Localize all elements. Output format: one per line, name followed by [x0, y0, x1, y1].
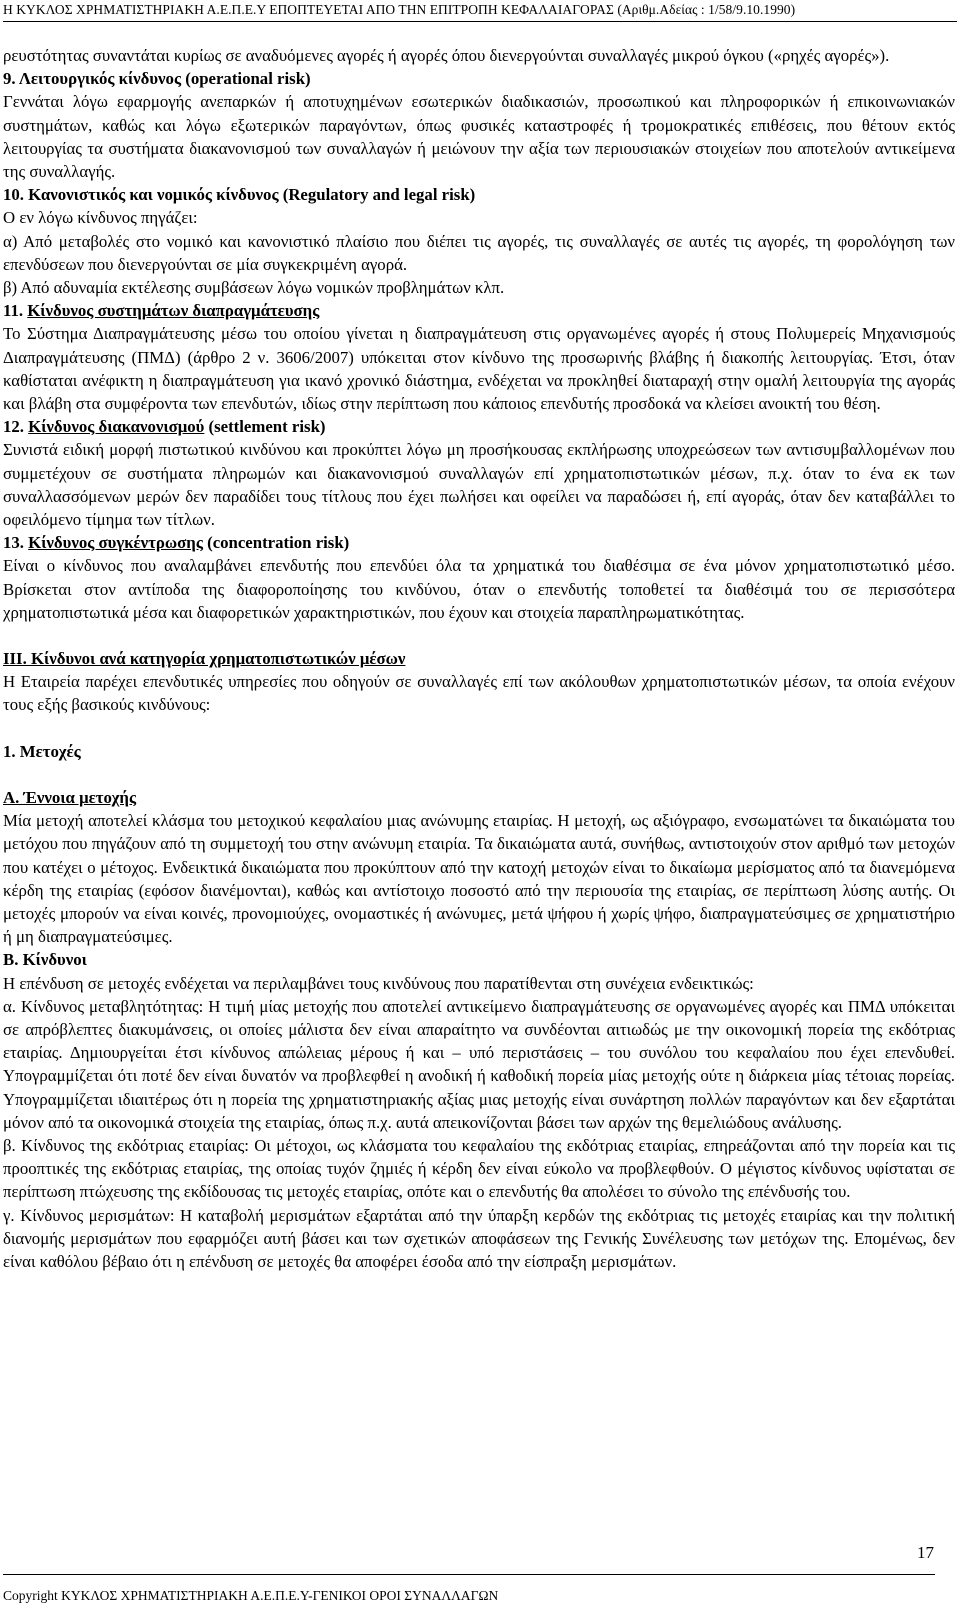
- section-9-title: 9. Λειτουργικός κίνδυνος (operational risk): [3, 69, 311, 89]
- page-footer: Copyright ΚΥΚΛΟΣ ΧΡΗΜΑΤΙΣΤΗΡΙΑΚΗ Α.Ε.Π.Ε.Υ-ΓΕΝΙΚΟΙ ΟΡΟΙ ΣΥΝΑΛΛΑΓΩΝ: [3, 1588, 499, 1603]
- section-iii-title: ΙΙΙ. Κίνδυνοι ανά κατηγορία χρηματοπιστωτικών μέσων: [3, 649, 406, 669]
- section-12-suffix: (settlement risk): [204, 417, 326, 437]
- stock-concept-text: Μία μετοχή αποτελεί κλάσμα του μετοχικού κεφαλαίου μιας ανώνυμης εταιρίας. Η μετοχή, ως αξιόγραφο, ενσωματώνει τα δικαιώματα του μετόχου που πηγάζουν από τη συμμετοχή του στην ανώνυμη εταιρία. Τα δικαιώματα αυτά, συνήθως, αντιστοιχούν στον αριθμό των μετοχών που κατέχει ο μέτοχος. Ενδεικτικά δικαιώματα που προκύπτουν από την κατοχή μετοχών είναι το δικαίωμα μερίσματος από τα διανεμόμενα κέρδη της εταιρίας (εφόσον διανέμονται), καθώς και αντίστοιχο ποσοστό από την περιουσία της εταιρίας, σε περίπτωση λύσης αυτής. Οι μετοχές μπορούν να είναι κοινές, προνομιούχες, ονομαστικές ή ανώνυμες, μετά ψήφου ή χωρίς ψήφο, διαπραγματεύσιμες σε χρηματιστήριο ή μη διαπραγματεύσιμες.: [3, 811, 955, 947]
- section-12-heading: [3, 415, 955, 438]
- section-12-text: Συνιστά ειδική μορφή πιστωτικού κινδύνου και προκύπτει λόγω μη προσήκουσας εκπλήρωσης υποχρεώσεων των αντισυμβαλλομένων που συμμετέχουν σε συστήματα πληρωμών και διακανονισμού συναλλαγών επί χρηματοπιστωτικών μέσων, π.χ. όταν το ένα εκ των συναλλασσόμενων μερών δεν παραδίδει τους τίτλους που έχει πωλήσει και οφείλει να παραδώσει ή, επί αγοράς, όταν δεν καταβάλλει το οφειλόμενο τίμημα των τίτλων.: [3, 440, 955, 530]
- section-10-item-a: α) Από μεταβολές στο νομικό και κανονιστικό πλαίσιο που διέπει τις αγορές, τις συναλλαγές σε αυτές τις αγορές, τη φορολόγηση των επενδύσεων που διενεργούνται σε μία συγκεκριμένη αγορά.: [3, 231, 955, 274]
- heading-stock-concept: Α. Έννοια μετοχής: [3, 787, 137, 807]
- risk-volatility: α. Κίνδυνος μεταβλητότητας: Η τιμή μίας μετοχής που αποτελεί αντικείμενο διαπραγμάτευσης σε οργανωμένες αγορές και ΠΜΔ υπόκειται σε απρόβλεπτες διακυμάνσεις, οι οποίες μάλιστα δεν είναι απαραίτητο να συνδέονται αιτιωδώς με την οικονομική πορεία της εκδότριας εταιρίας. Δημιουργείται έτσι κίνδυνος απώλειας μέρους ή και – υπό περιστάσεις – του συνόλου του κεφαλαίου που έχει επενδυθεί. Υπογραμμίζεται ότι ποτέ δεν είναι δυνατόν να προβλεφθεί η ανοδική ή καθοδική πορεία μίας μετοχής ούτε η διάρκεια μίας τέτοιας πορείας. Υπογραμμίζεται ιδιαιτέρως ότι η πορεία της χρηματιστηριακής αξίας μιας μετοχής είναι συνάρτηση πολλών παραγόντων και δεν εξαρτάται μόνον από τα οικονομικά στοιχεία της εταιρίας, όπως π.χ. αυτά απεικονίζονται βάσει των αρχών της θεμελιώδους ανάλυσης.: [3, 996, 955, 1132]
- section-13-title: Κίνδυνος συγκέντρωσης: [28, 533, 203, 553]
- risk-issuer: β. Κίνδυνος της εκδότριας εταιρίας: Οι μέτοχοι, ως κλάσματα του κεφαλαίου της εκδότριας εταιρίας, επηρεάζονται από την πορεία και τις προοπτικές της εκδότριας εταιρίας, της οποίας τυχόν ζημιές ή κέρδη δεν είναι εύκολο να προβλεφθούν. Ο μέγιστος κίνδυνος υφίσταται σε περίπτωση πτώχευσης της εκδίδουσας τις μετοχές εταιρίας, οπότε και ο επενδυτής θα απολέσει το σύνολο της επένδυσής του.: [3, 1135, 955, 1202]
- section-12-number: 12.: [3, 417, 29, 437]
- page-number: 17: [917, 1543, 934, 1562]
- section-13-number: 13.: [3, 533, 29, 553]
- section-iii-text: Η Εταιρεία παρέχει επενδυτικές υπηρεσίες που οδηγούν σε συναλλαγές επί των ακόλουθων χρηματοπιστωτικών μέσων, τα οποία ενέχουν τους εξής βασικούς κινδύνους:: [3, 672, 955, 715]
- section-9-text: Γεννάται λόγω εφαρμογής ανεπαρκών ή αποτυχημένων εσωτερικών διαδικασιών, προσωπικού και πληροφορικών ή επικοινωνιακών συστημάτων, καθώς και λόγω εξωτερικών παραγόντων, όπως φυσικές καταστροφές ή τρομοκρατικές επιθέσεις, που θέτουν εκτός λειτουργίας τα συστήματα διακανονισμού των συναλλαγών ή μειώνουν την αξία των περιουσιακών στοιχείων που αποτελούν αντικείμενα της συναλλαγής.: [3, 92, 955, 182]
- section-13-suffix: (concentration risk): [202, 533, 350, 553]
- section-12-title: Κίνδυνος διακανονισμού: [28, 417, 205, 437]
- document-body: [3, 44, 955, 1273]
- spacer: [3, 624, 955, 647]
- section-11-text: Το Σύστημα Διαπραγμάτευσης μέσω του οποίου γίνεται η διαπραγμάτευση στις οργανωμένες αγορές ή στους Πολυμερείς Μηχανισμούς Διαπραγμάτευσης (ΠΜΔ) (άρθρο 2 ν. 3606/2007) υπόκειται στον κίνδυνο της προσωρινής βλάβης ή διακοπής λειτουργίας. Έτσι, όταν καθίσταται ανέφικτη η διαπραγμάτευση για ικανό χρονικό διάστημα, ενδέχεται να προκληθεί διαταραχή στην ομαλή λειτουργία της αγοράς και βλάβη στα συμφέροντα των επενδυτών, ιδίως στην περίπτωση που κάποιος επενδυτής προσδοκά να κλείσει ανοικτή του θέση.: [3, 324, 955, 414]
- page-header: Η ΚΥΚΛΟΣ ΧΡΗΜΑΤΙΣΤΗΡΙΑΚΗ Α.Ε.Π.Ε.Υ ΕΠΟΠΤΕΥΕΤΑΙ ΑΠΟ ΤΗΝ ΕΠΙΤΡΟΠΗ ΚΕΦΑΛΑΙΑΓΟΡΑΣ (Αριθμ.Αδείας : 1/58/9.10.1990): [3, 2, 957, 22]
- section-11-title: Κίνδυνος συστημάτων διαπραγμάτευσης: [27, 301, 320, 321]
- spacer: [3, 717, 955, 740]
- section-10-intro: Ο εν λόγω κίνδυνος πηγάζει:: [3, 208, 198, 228]
- risks-intro: Η επένδυση σε μετοχές ενδέχεται να περιλαμβάνει τους κινδύνους που παρατίθενται στη συνέχεια ενδεικτικώς:: [3, 973, 754, 993]
- footer-divider: [3, 1574, 935, 1575]
- section-11-heading: [3, 299, 955, 322]
- spacer: [3, 763, 955, 786]
- paragraph-liquidity-end: ρευστότητας συναντάται κυρίως σε αναδυόμενες αγορές ή αγορές όπου διενεργούνται συναλλαγές μικρού όγκου («ρηχές αγορές»).: [3, 46, 890, 65]
- heading-stocks: 1. Μετοχές: [3, 741, 81, 761]
- heading-risks: Β. Κίνδυνοι: [3, 950, 87, 970]
- section-10-title: 10. Κανονιστικός και νομικός κίνδυνος (Regulatory and legal risk): [3, 185, 476, 205]
- risk-dividends: γ. Κίνδυνος μερισμάτων: Η καταβολή μερισμάτων εξαρτάται από την ύπαρξη κερδών της εκδότριας τις μετοχές εταιρίας και την πολιτική διανομής μερισμάτων που εφαρμόζει αυτή βάσει και των σχετικών αποφάσεων της Γενικής Συνέλευσης των μετόχων της. Επομένως, δεν είναι καθόλου βέβαιο ότι η επένδυση σε μετοχές θα αποφέρει έσοδα από την είσπραξη μερισμάτων.: [3, 1205, 955, 1271]
- section-10-item-b: β) Από αδυναμία εκτέλεσης συμβάσεων λόγω νομικών προβλημάτων κλπ.: [3, 278, 505, 298]
- section-11-number: 11.: [3, 301, 28, 321]
- section-13-heading: [3, 531, 955, 554]
- section-13-text: Είναι ο κίνδυνος που αναλαμβάνει επενδυτής που επενδύει όλα τα χρηματικά του διαθέσιμα σε ένα μόνον χρηματοπιστωτικό μέσο. Βρίσκεται στον αντίποδα της διαφοροποίησης του κινδύνου, όταν ο επενδυτής τοποθετεί τα διαθέσιμά του σε περισσότερα χρηματοπιστωτικά μέσα και διαφορετικών χαρακτηριστικών, που έχουν και στοιχεία παραπληρωματικότητας.: [3, 556, 955, 622]
